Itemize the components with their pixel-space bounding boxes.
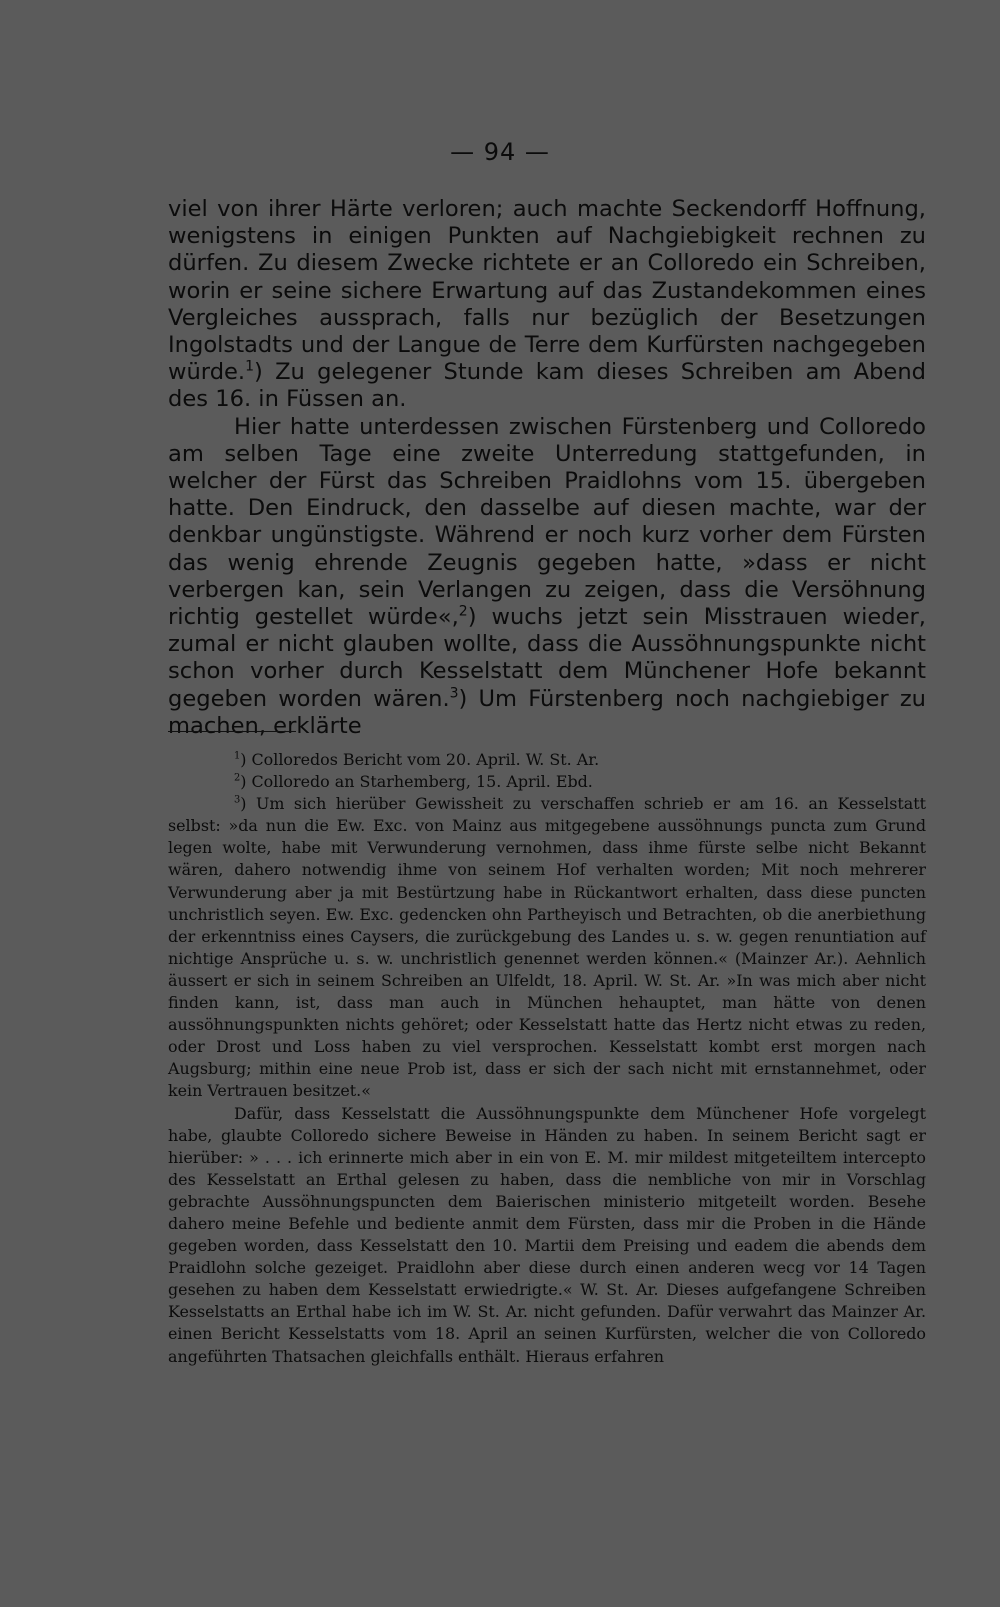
footnote-1-mark: 1 xyxy=(234,750,241,762)
paragraph-2 xyxy=(168,414,926,740)
paragraph-1-end: ) Zu gelegener Stunde kam dieses Schreiben am Abend des 16. in Füssen an. xyxy=(168,359,926,413)
main-text xyxy=(168,196,926,740)
footnote-1-text: ) Colloredos Bericht vom 20. April. W. St. Ar. xyxy=(240,750,600,769)
page-number-header: — 94 — xyxy=(450,138,550,166)
footnote-separator xyxy=(168,731,296,732)
paragraph-2-text-b: ) wuchs jetzt sein Misstrauen wieder, zumal er nicht glauben wollte, dass die Aussöhnungspunkte nicht schon vorher durch Kesselstatt dem Münchener Hofe bekannt gegeben worden wären. xyxy=(168,604,926,712)
footnote-1 xyxy=(168,749,926,771)
footnote-3-text: ) Um sich hierüber Gewissheit zu verschaffen schrieb er am 16. an Kesselstatt selbst: »da nun die Ew. Exc. von Mainz aus mitgegebene aussöhnungs puncta zum Grund legen wolte, habe mit Verwunderung vernohmen, dass ihme fürste selbe nicht Bekannt wären, dahero notwendig ihme von seinem Hof verhalten worden; Mit noch mehrerer Verwunderung aber ja mit Bestürtzung habe in Rückantwort erhalten, dass diese puncten unchristlich seyen. Ew. Exc. gedencken ohn Partheyisch und Betrachten, ob die anerbiethung der erkenntniss eines Caysers, die zurückgebung des Landes u. s. w. gegen renuntiation auf nichtige Ansprüche u. s. w. unchristlich genennet werden können.« (Mainzer Ar.). Aehnlich äussert er sich in seinem Schreiben an Ulfeldt, 18. April. W. St. Ar. »In was mich aber nicht finden kann, ist, dass man auch in München hehauptet, man hätte von denen aussöhnungspunkten nichts gehöret; oder Kesselstatt hatte das Hertz nicht etwas zu reden, oder Drost und Loss haben zu viel versprochen. Kesselstatt kombt erst morgen nach Augsburg; mithin eine neue Prob ist, dass er sich der sach nicht mit ernstannehmet, oder kein Vertrauen besitzet.« xyxy=(168,794,926,1101)
footnote-ref-2: 2 xyxy=(458,603,468,620)
paragraph-2-text-c: ) Um Fürstenberg noch nachgiebiger zu machen, erklärte xyxy=(168,685,926,739)
footnote-3-mark: 3 xyxy=(234,794,241,806)
footnote-2-text: ) Colloredo an Starhemberg, 15. April. Ebd. xyxy=(240,772,593,792)
paragraph-1 xyxy=(168,196,926,414)
paragraph-2-text-a: Hier hatte unterdessen zwischen Fürstenberg und Colloredo am selben Tage eine zweite Unterredung stattgefunden, in welcher der Fürst das Schreiben Praidlohns vom 15. übergeben hatte. Den Eindruck, den dasselbe auf diesen machte, war der denkbar ungünstigste. Während er noch kurz vorher dem Fürsten das wenig ehrende Zeugnis gegeben hatte, »dass er nicht verbergen kan, sein Verlangen zu zeigen, dass die Versöhnung richtig gestellet würde«, xyxy=(168,413,926,631)
footnote-3-continuation: Dafür, dass Kesselstatt die Aussöhnungspunkte dem Münchener Hofe vorgelegt habe, glaubte Colloredo sichere Beweise in Händen zu haben. In seinem Bericht sagt er hierüber: » . . . ich erinnerte mich aber in ein von E. M. mir mildest mitgeteiltem intercepto des Kesselstatt an Erthal gelesen zu haben, dass die nembliche von mir in Vorschlag gebrachte Aussöhnungspuncten dem Baierischen ministerio mitgeteilt worden. Besehe dahero meine Befehle und bediente anmit dem Fürsten, dass mir die Proben in die Hände gegeben worden, dass Kesselstatt den 10. Martii dem Preising und eadem die abends dem Praidlohn solche gezeiget. Praidlohn aber diese durch einen anderen wecg vor 14 Tagen gesehen zu haben dem Kesselstatt erwiedrigte.« W. St. Ar. Dieses aufgefangene Schreiben Kesselstatts an Erthal habe ich im W. St. Ar. nicht gefunden. Dafür verwahrt das Mainzer Ar. einen Bericht Kesselstatts vom 18. April an seinen Kurfürsten, welcher die von Colloredo angeführten Thatsachen gleichfalls enthält. Hieraus erfahren xyxy=(168,1103,926,1366)
footnote-ref-3: 3 xyxy=(449,685,459,702)
footnote-2 xyxy=(168,771,926,793)
footnotes xyxy=(168,749,926,1368)
footnote-3 xyxy=(168,793,926,1102)
footnote-ref-1: 1 xyxy=(245,358,255,375)
footnote-2-mark: 2 xyxy=(234,772,241,784)
paragraph-1-text: viel von ihrer Härte verloren; auch machte Seckendorff Hoffnung, wenigstens in einigen Punkten auf Nachgiebigkeit rechnen zu dürfen. Zu diesem Zwecke richtete er an Colloredo ein Schreiben, worin er seine sichere Erwartung auf das Zustandekommen eines Vergleiches aussprach, falls nur bezüglich der Besetzungen Ingolstadts und der Langue de Terre dem Kurfürsten nachgegeben würde. xyxy=(168,196,926,386)
